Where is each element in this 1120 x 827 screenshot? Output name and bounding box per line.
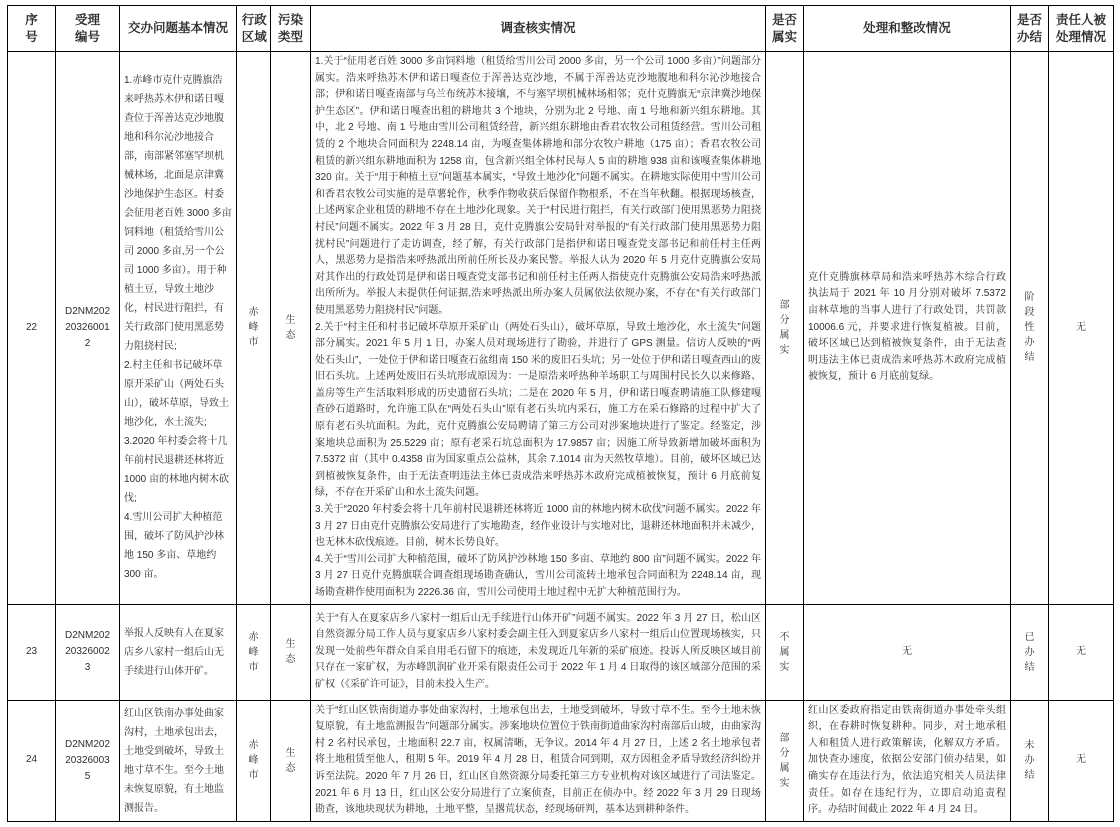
concluded-cell: 阶段性办结 [1011,52,1049,605]
problem-cell [120,52,237,605]
problem-item: 1.赤峰市克什克腾旗浩来呼热苏木伊和诺日嘎查位于浑善达克沙地腹地和科尔沁沙地接合部，南部紧邻塞罕坝机械林场，北面是京津冀沙地保护生态区。村委会征用老百姓 3000 多亩饲料地（租赁给雪川公司 2000 多亩,另一个公司 1000 多亩）。用于种植土豆，导致土地沙化，村民进行阻拦，有关行政部门使用黑恶势力阻挠村民; [124,75,232,353]
handling-cell: 克什克腾旗林草局和浩来呼热苏木综合行政执法局于 2021 年 10 月分别对破坏 7.5372 亩林草地的当事人进行了行政处罚，共罚款 10006.6 元，并要求进行恢复植被。目前，破坏区域已达到植被恢复条件，由于无法查明违法主体已责成浩来呼热苏木政府完成植被恢复，预计 6 月底前复绿。 [804,52,1011,605]
investigation-item: 4.关于“雪川公司扩大种植范围，破坏了防风护沙林地 150 多亩、草地约 800 亩”问题不属实。2022 年 3 月 27 日克什克腾旗联合调查组现场勘查确认，雪川公司流转土地承包合同面积为 2248.14 亩，现场勘查耕作使用面积为 2226.36 亩，雪川公司使用土地过程中无扩大种植范围行为。 [315,553,761,598]
investigation-item: 3.关于“2020 年村委会将十几年前村民退耕还林将近 1000 亩的林地内树木砍伐”问题不属实。2022 年 3 月 27 日由克什克腾旗公安局进行了实地勘查，经作业设计与实地对比，退耕还林地面积并未减少，也无林木砍伐痕迹。目前，树木长势良好。 [315,504,761,549]
header-region: 行政区域 [237,6,271,52]
accountability-cell: 无 [1049,700,1114,821]
serial-cell: 22 [8,52,56,605]
accountability-cell: 无 [1049,52,1114,605]
header-pollution-type: 污染类型 [271,6,311,52]
investigation-cell [311,700,766,821]
investigation-item: 2.关于“村主任和村书记破坏草原开采矿山（两处石头山），破坏草原，导致土地沙化，水土流失”问题部分属实。2021 年 5 月 1 日，办案人员对现场进行了勘验，并进行了 GPS 测量。信访人反映的“两处石头山”，一处位于伊和诺日嘎查石盆组南 150 米的废旧石头坑；另一处位于伊和诺日嘎查西山的废旧石头坑。上述两处废旧石头坑形成原因为：一是原浩来呼热种羊场职工与周围村民长久以来修路、盖房等生产生活取料形成的历史遗留石头坑；二是在 2020 年 5 月，伊和诺日嘎查聘请施工队修建嘎查砂石道路时，允许施工队在“两处石头山”原有老石头坑内采石，施工方在采石修路的过程中扩大了原有老石头坑面积。为此，克什克腾旗公安局聘请了第三方公司对涉案地块进行了鉴定。经鉴定，涉案地块总面积为 25.5229 亩；原有老采石坑总面积为 17.9857 亩；因施工所导致新增加破坏面积为 7.5372 亩（其中 0.4358 亩为国家重点公益林，其余 7.1014 亩为天然牧草地）。目前，破坏区域已达到植被恢复条件，由于无法查明违法主体已责成浩来呼热苏木政府完成植被恢复，预计 6 月底前复绿，不存在开采矿山和水土流失问题。 [315,321,761,499]
concluded-cell: 已办结 [1011,604,1049,700]
header-handling: 处理和整改情况 [804,6,1011,52]
header-case-number: 受理编号 [56,6,120,52]
inspection-cases-table [7,5,1114,822]
problem-item: 4.雪川公司扩大种植范围，破坏了防风护沙林地 150 多亩、草地约 300 亩。 [124,512,224,581]
header-concluded: 是否办结 [1011,6,1049,52]
handling-cell: 无 [804,604,1011,700]
investigation-cell [311,604,766,700]
serial-cell: 23 [8,604,56,700]
table-row [8,52,1114,605]
problem-item: 3.2020 年村委会将十几年前村民退耕还林将近 1000 亩的林地内树木砍伐; [124,436,230,505]
investigation-cell [311,52,766,605]
handling-cell: 红山区委政府指定由铁南街道办事处牵头组织，在春耕时恢复耕种。同步，对土地承租人和租赁人进行政策解读，化解双方矛盾。加快查办速度，依据公安部门侦办结果，如确实存在违法行为，依法追究相关人员法律责任。如存在违纪行为，立即启动追责程序。办结时间截止 2022 年 4 月 24 日。 [804,700,1011,821]
investigation-item: 1.关于“征用老百姓 3000 多亩饲料地（租赁给雪川公司 2000 多亩，另一个公司 1000 多亩）”问题部分属实。浩来呼热苏木伊和诺日嘎查位于浑善达克沙地，不属于浑善达克沙地腹地和科尔沁沙地接合部；伊和诺日嘎查南部与乌兰布统苏木接壤，不与塞罕坝机械林场相邻；克什克腾旗无“京津冀沙地保护生态区”。伊和诺日嘎查出租的耕地共 3 个地块，分别为北 2 号地、南 1 号地和新兴组东耕地。其中，北 2 号地、南 1 号地由雪川公司租赁经营，新兴组东耕地由香君农牧公司租赁经营。雪川公司租赁的 2 个地块合同面积为 2248.14 亩，为嘎查集体耕地和部分农牧户耕地（175 亩）；香君农牧公司租赁的新兴组东耕地面积为 1258 亩，包含新兴组全体村民每人 5 亩的耕地 938 亩和该嘎查集体耕地 320 亩。关于“用于种植土豆”问题基本属实，“导致土地沙化”问题不属实。在耕地实际使用中雪川公司和香君农牧公司实施的是草薯轮作，秋季作物收获后保留作物根系，不在当年秋翻。根据现场核查，上述两家企业租赁的耕地不存在土地沙化现象。关于“村民进行阻拦，有关行政部门使用黑恶势力阻挠村民”问题不属实。2022 年 3 月 28 日，克什克腾旗公安局针对举报的“有关行政部门使用黑恶势力阻扰村民”问题进行了走访调查，经了解，有关行政部门是指伊和诺日嘎查党支部书记和前任村主任两人，黑恶势力是指浩来呼热派出所前任所长及办案民警。举报人认为 2020 年 5 月克什克腾旗公安局对其作出的行政处罚是伊和诺日嘎查党支部书记和前任村主任两人指使克什克腾旗公安局浩来呼热派出所所为。举报人未提供任何证据,浩来呼热派出所办案人员属依法依规办案，不存在“有关行政部门使用黑恶势力阻挠村民”问题。 [315,56,761,316]
header-serial: 序号 [8,6,56,52]
investigation-item: 关于“有人在夏家店乡八家村一组后山无手续进行山体开矿”问题不属实。2022 年 3 月 27 日，松山区自然资源分局工作人员与夏家店乡八家村委会副主任入到夏家店乡八家村一组后山位置现场核实，只发现一处前些年群众自采自用毛石留下的痕迹，未发现近几年新的采矿痕迹。投诉人所反映区域目前只存在一家矿权，为赤峰凯润矿业开采有限责任公司于 2022 年 1 月 4 日取得的该区域部分范围的采矿权（《采矿许可证》，目前未投入生产。 [315,612,761,690]
problem-cell [120,700,237,821]
header-investigation: 调查核实情况 [311,6,766,52]
investigation-item: 关于“红山区铁南街道办事处曲家沟村，土地承包出去，土地受到破坏，导致寸草不生。至今土地未恢复原貌，有土地监测报告”问题部分属实。涉案地块位置位于铁南街道曲家沟村南部后山坡，由曲家沟村 2 名村民承包，土地面积 22.7 亩，权属清晰，无争议。2014 年 4 月 27 日，上述 2 名土地承包者将土地租赁至他人，租期 5 年。2019 年 4 月 28 日，租赁合同到期，双方因租金矛盾导致经济纠纷并诉至法院。2020 年 7 月 26 日，红山区自然资源分局委托第三方专业机构对该区域进行了司法鉴定。2021 年 6 月 13 日，红山区公安分局进行了立案侦查，目前正在侦办中。经 2022 年 3 月 29 日现场勘查，该地块现状为耕地，土地平整，呈撂荒状态，经现场研判，基本达到耕种条件。 [315,704,761,816]
header-accountability: 责任人被处理情况 [1049,6,1114,52]
problem-item: 举报人反映有人在夏家店乡八家村一组后山无手续进行山体开矿。 [124,627,224,677]
region-cell: 赤峰市 [237,52,271,605]
header-row [8,6,1114,52]
header-verified: 是否属实 [766,6,804,52]
concluded-cell: 未办结 [1011,700,1049,821]
verified-cell: 不属实 [766,604,804,700]
case-number-cell: D2NM202203260035 [56,700,120,821]
region-cell: 赤峰市 [237,604,271,700]
verified-cell: 部分属实 [766,700,804,821]
header-problem: 交办问题基本情况 [120,6,237,52]
verified-cell: 部分属实 [766,52,804,605]
table-row [8,604,1114,700]
accountability-cell: 无 [1049,604,1114,700]
case-number-cell: D2NM202203260023 [56,604,120,700]
problem-item: 2.村主任和书记破坏草原开采矿山（两处石头山），破坏草原，导致土地沙化，水土流失; [124,360,229,429]
case-number-cell: D2NM202203260012 [56,52,120,605]
serial-cell: 24 [8,700,56,821]
problem-cell [120,604,237,700]
table-row [8,700,1114,821]
pollution-type-cell: 生态 [271,700,311,821]
region-cell: 赤峰市 [237,700,271,821]
problem-item: 红山区铁南办事处曲家沟村，土地承包出去，土地受到破坏，导致土地寸草不生。至今土地未恢复原貌，有土地监测报告。 [124,707,224,814]
pollution-type-cell: 生态 [271,52,311,605]
pollution-type-cell: 生态 [271,604,311,700]
